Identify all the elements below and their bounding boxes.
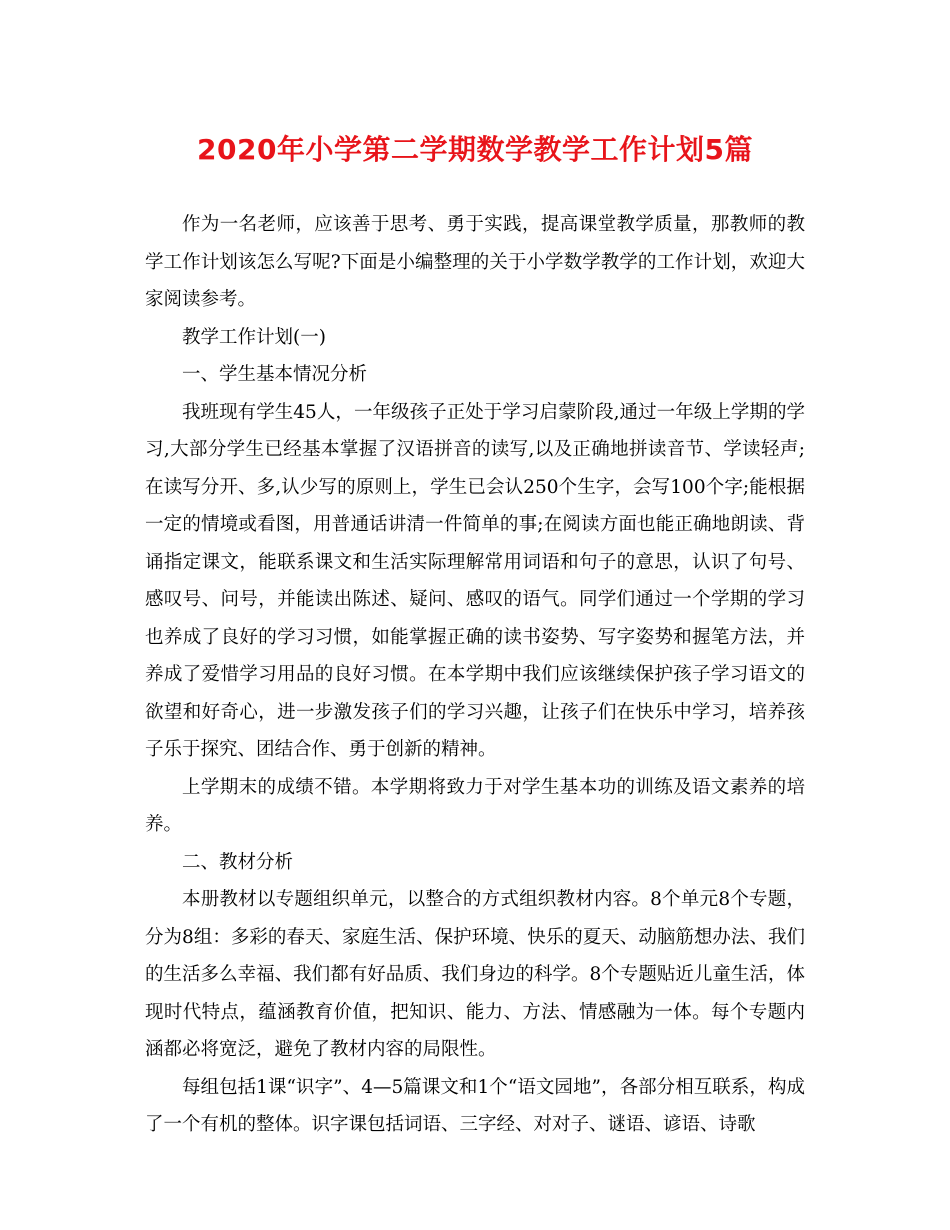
section-heading-textbook: 二、教材分析 — [182, 851, 294, 873]
intro-paragraph: 作为一名老师，应该善于思考、勇于实践，提高课堂教学质量，那教师的教学工作计划该怎么写呢?下面是小编整理的关于小学数学教学的工作计划，欢迎大家阅读参考。 — [145, 214, 805, 310]
document-title: 2020年小学第二学期数学教学工作计划5篇 — [197, 133, 753, 166]
section-heading-students: 一、学生基本情况分析 — [182, 364, 368, 385]
students-analysis-paragraph: 我班现有学生45人，一年级孩子正处于学习启蒙阶段,通过一年级上学期的学习,大部分学生已经基本掌握了汉语拼音的读写,以及正确地拼读音节、学读轻声;在读写分开、多,认少写的原则上，学生已会认250个生字，会写100个字;能根据一定的情境或看图，用普通话讲清一件简单的事;在阅读方面也能正确地朗读、背诵指定课文，能联系课文和生活实际理解常用词语和句子的意思，认识了句号、感叹号、问号，并能读出陈述、疑问、感叹的语气。同学们通过一个学期的学习也养成了良好的学习习惯，如能掌握正确的读书姿势、写字姿势和握笔方法，并养成了爱惜学习用品的良好习惯。在本学期中我们应该继续保护孩子学习语文的欲望和好奇心，进一步激发孩子们的学习兴趣，让孩子们在快乐中学习，培养孩子乐于探究、团结合作、勇于创新的精神。 — [145, 401, 805, 760]
group-structure-paragraph: 每组包括1课“识字”、4—5篇课文和1个“语文园地”，各部分相互联系，构成了一个有机的整体。识字课包括词语、三字经、对对子、谜语、谚语、诗歌 — [145, 1076, 805, 1135]
last-term-paragraph: 上学期末的成绩不错。本学期将致力于对学生基本功的训练及语文素养的培养。 — [145, 776, 805, 835]
document-body — [145, 206, 805, 1144]
textbook-analysis-paragraph: 本册教材以专题组织单元，以整合的方式组织教材内容。8个单元8个专题，分为8组：多彩的春天、家庭生活、保护环境、快乐的夏天、动脑筋想办法、我们的生活多么幸福、我们都有好品质、我们身边的科学。8个专题贴近儿童生活，体现时代特点，蕴涵教育价值，把知识、能力、方法、情感融为一体。每个专题内涵都必将宽泛，避免了教材内容的局限性。 — [145, 889, 805, 1060]
section-heading-plan-1: 教学工作计划(一) — [182, 326, 326, 348]
